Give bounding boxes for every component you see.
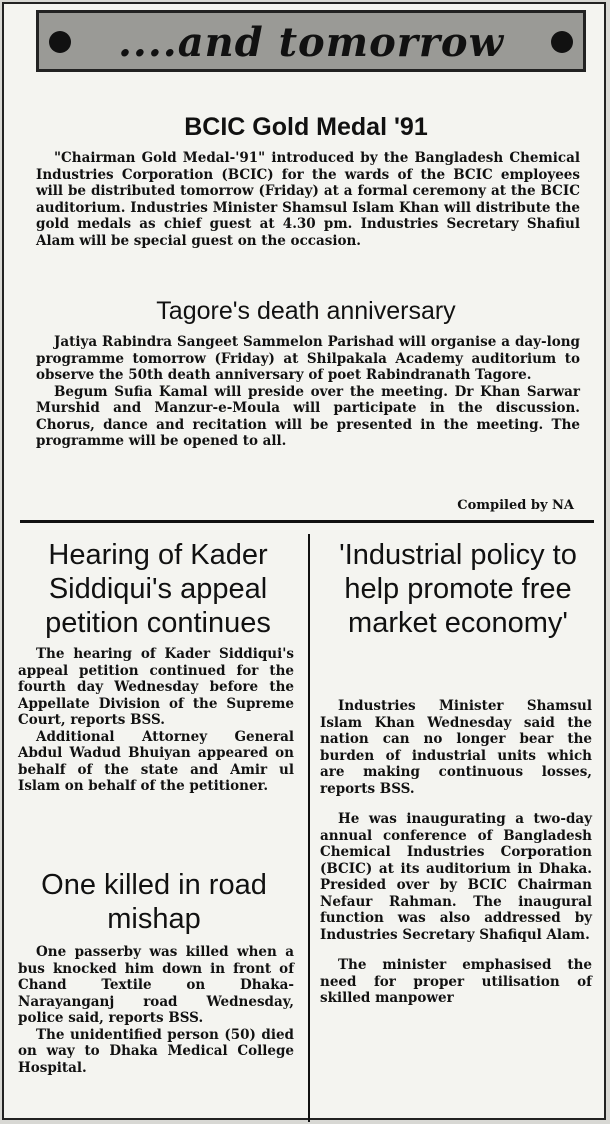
column-divider — [308, 534, 310, 1122]
story1-headline: BCIC Gold Medal '91 — [184, 113, 428, 141]
newspaper-page — [2, 2, 606, 1120]
story2-body — [36, 334, 580, 450]
story3-paragraph: The hearing of Kader Siddiqui's appeal petition continued for the fourth day Wednesday before the Appellate Division of the Supreme Court, reports BSS. — [18, 646, 294, 728]
story2-paragraph: Jatiya Rabindra Sangeet Sammelon Parishad will organise a day-long programme tomorrow (Friday) at Shilpakala Academy auditorium to observe the 50th death anniversary of poet Rabindranath Tagore. — [36, 334, 580, 383]
story2-headline: Tagore's death anniversary — [156, 297, 456, 325]
story4-headline: One killed in road mishap — [41, 869, 267, 935]
story4-paragraph: The unidentified person (50) died on way to Dhaka Medical College Hospital. — [18, 1026, 294, 1076]
story3-paragraph: Additional Attorney General Abdul Wadud Bhuiyan appeared on behalf of the state and Amir ul Islam on behalf of the petitioner. — [18, 728, 294, 794]
story5-paragraph: Industries Minister Shamsul Islam Khan Wednesday said the nation can no longer bear the burden of industrial units which are making continuous losses, reports BSS. — [320, 698, 592, 797]
story5-paragraph: The minister emphasised the need for proper utilisation of skilled manpower — [320, 957, 592, 1006]
story2-credit: Compiled by NA — [457, 498, 574, 513]
banner-title: ....and tomorrow — [117, 19, 505, 66]
story2-paragraph: Begum Sufia Kamal will preside over the meeting. Dr Khan Sarwar Murshid and Manzur-e-Moula will participate in the discussion. Chorus, dance and recitation will be presented in the meeting. The programme will be opened to all. — [36, 383, 580, 449]
story4-body — [18, 944, 294, 1076]
section-divider — [20, 520, 594, 523]
story5-headline: 'Industrial policy to help promote free market economy' — [339, 539, 577, 639]
story3-body — [18, 646, 294, 795]
banner-dot-right — [551, 31, 573, 53]
section-banner — [36, 10, 586, 72]
story5-paragraph: He was inaugurating a two-day annual conference of Bangladesh Chemical Industries Corporation (BCIC) at its auditorium in Dhaka. Presided over by BCIC Chairman Nefaur Rahman. The inaugural function was also addressed by Industries Secretary Shafiqul Alam. — [320, 811, 592, 943]
story1-body — [36, 150, 580, 249]
story1-paragraph: "Chairman Gold Medal-'91" introduced by the Bangladesh Chemical Industries Corporation (BCIC) for the wards of the BCIC employees will be distributed tomorrow (Friday) at a formal ceremony at the BCIC auditorium. Industries Minister Shamsul Islam Khan will distribute the gold medals as chief guest at 4.30 pm. Industries Secretary Shafiul Alam will be special guest on the occasion. — [36, 150, 580, 249]
story4-paragraph: One passerby was killed when a bus knocked him down in front of Chand Textile on Dhaka-Narayanganj road Wednesday, police said, reports BSS. — [18, 944, 294, 1026]
story3-headline: Hearing of Kader Siddiqui's appeal petition continues — [45, 539, 271, 639]
story5-body — [320, 698, 592, 1007]
